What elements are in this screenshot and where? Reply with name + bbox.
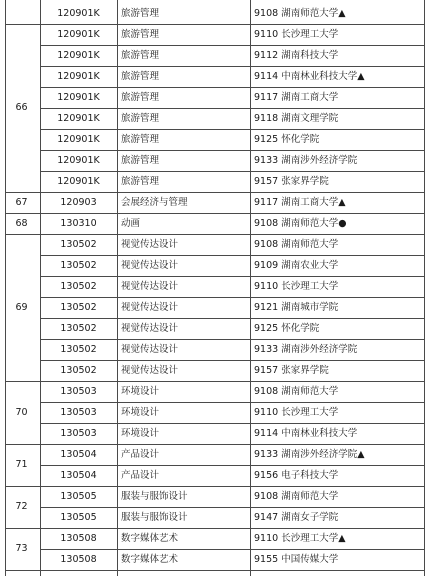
major-name-cell: 环境设计	[121, 386, 160, 397]
school-cell: 9112 湖南科技大学	[254, 50, 339, 61]
major-name-cell: 旅游管理	[121, 8, 160, 19]
group-number: 71	[15, 459, 28, 470]
school-cell: 9133 湖南涉外经济学院▲	[254, 449, 365, 460]
school-cell: 9121 湖南城市学院	[254, 302, 339, 313]
school-cell: 9110 长沙理工大学▲	[254, 533, 346, 544]
group-number: 70	[15, 406, 28, 418]
school-cell: 9133 湖南涉外经济学院	[254, 344, 358, 355]
major-name-cell: 产品设计	[121, 470, 160, 481]
group-number: 68	[15, 217, 28, 229]
major-name-cell: 服装与服饰设计	[121, 512, 188, 523]
group-number: 72	[15, 501, 28, 512]
major-code-cell: 130504	[60, 470, 97, 481]
school-cell: 9108 湖南师范大学	[254, 491, 339, 502]
major-code-cell: 120901K	[57, 134, 100, 145]
school-cell: 9147 湖南女子学院	[254, 512, 339, 523]
school-cell: 9110 长沙理工大学	[254, 407, 339, 418]
major-code-cell: 130505	[60, 512, 97, 523]
school-cell: 9125 怀化学院	[254, 134, 320, 145]
major-name-cell: 旅游管理	[121, 176, 160, 187]
major-name-cell: 旅游管理	[121, 155, 160, 166]
major-code-cell: 130503	[60, 428, 97, 439]
school-cell: 9157 张家界学院	[254, 176, 329, 187]
major-code-cell: 120901K	[57, 176, 100, 187]
school-cell: 9108 湖南师范大学▲	[254, 8, 346, 19]
major-code-cell: 130502	[60, 302, 97, 313]
major-name-cell: 视觉传达设计	[121, 323, 179, 334]
school-cell: 9109 湖南农业大学	[254, 260, 339, 271]
group-number: 67	[15, 196, 28, 208]
school-cell: 9133 湖南涉外经济学院	[254, 155, 358, 166]
major-name-cell: 环境设计	[121, 428, 160, 439]
school-cell: 9114 中南林业科技大学▲	[254, 71, 365, 82]
major-name-cell: 数字媒体艺术	[121, 554, 179, 565]
major-code-cell: 130502	[60, 323, 97, 334]
major-code-cell: 130310	[60, 218, 97, 229]
school-cell: 9118 湖南文理学院	[254, 113, 339, 124]
school-cell: 9117 湖南工商大学	[254, 92, 339, 103]
school-cell: 9110 长沙理工大学	[254, 29, 339, 40]
group-number: 73	[15, 543, 28, 554]
school-cell: 9125 怀化学院	[254, 323, 320, 334]
school-cell: 9108 湖南师范大学	[254, 386, 339, 397]
major-code-cell: 120901K	[57, 71, 100, 82]
major-code-cell: 130508	[60, 554, 97, 565]
major-code-cell: 120901K	[57, 8, 100, 19]
group-divider	[5, 570, 425, 571]
school-cell: 9156 电子科技大学	[254, 470, 339, 481]
major-code-cell: 120901K	[57, 155, 100, 166]
major-name-cell: 视觉传达设计	[121, 281, 179, 292]
major-name-cell: 旅游管理	[121, 113, 160, 124]
major-name-cell: 旅游管理	[121, 50, 160, 61]
major-name-cell: 旅游管理	[121, 71, 160, 82]
major-name-cell: 视觉传达设计	[121, 344, 179, 355]
major-code-cell: 120901K	[57, 29, 100, 40]
major-code-cell: 130505	[60, 491, 97, 502]
major-name-cell: 视觉传达设计	[121, 365, 179, 376]
major-name-cell: 旅游管理	[121, 29, 160, 40]
group-number: 69	[15, 301, 28, 313]
school-cell: 9110 长沙理工大学	[254, 281, 339, 292]
major-name-cell: 视觉传达设计	[121, 260, 179, 271]
major-name-cell: 动画	[121, 218, 141, 229]
major-code-cell: 130508	[60, 533, 97, 544]
school-cell: 9117 湖南工商大学▲	[254, 197, 346, 208]
major-code-cell: 130502	[60, 260, 97, 271]
major-code-cell: 120901K	[57, 113, 100, 124]
major-code-cell: 130503	[60, 407, 97, 418]
school-cell: 9155 中国传媒大学	[254, 554, 339, 565]
major-code-cell: 130502	[60, 281, 97, 292]
major-code-cell: 120901K	[57, 92, 100, 103]
major-code-cell: 120901K	[57, 50, 100, 61]
major-name-cell: 产品设计	[121, 449, 160, 460]
major-name-cell: 视觉传达设计	[121, 302, 179, 313]
major-code-cell: 130502	[60, 344, 97, 355]
group-number: 66	[15, 102, 28, 113]
major-name-cell: 旅游管理	[121, 134, 160, 145]
major-code-cell: 130503	[60, 386, 97, 397]
major-code-cell: 130502	[60, 365, 97, 376]
major-code-cell: 130502	[60, 239, 97, 250]
column-divider	[5, 0, 6, 576]
major-code-cell: 130504	[60, 449, 97, 460]
major-name-cell: 数字媒体艺术	[121, 533, 179, 544]
school-cell: 9108 湖南师范大学	[254, 239, 339, 250]
school-cell: 9108 湖南师范大学●	[254, 218, 347, 229]
major-name-cell: 服装与服饰设计	[121, 491, 188, 502]
major-name-cell: 视觉传达设计	[121, 239, 179, 250]
school-cell: 9114 中南林业科技大学	[254, 428, 358, 439]
major-name-cell: 环境设计	[121, 407, 160, 418]
major-code-cell: 120903	[60, 197, 97, 208]
major-name-cell: 旅游管理	[121, 92, 160, 103]
school-cell: 9157 张家界学院	[254, 365, 329, 376]
major-name-cell: 会展经济与管理	[121, 197, 188, 208]
